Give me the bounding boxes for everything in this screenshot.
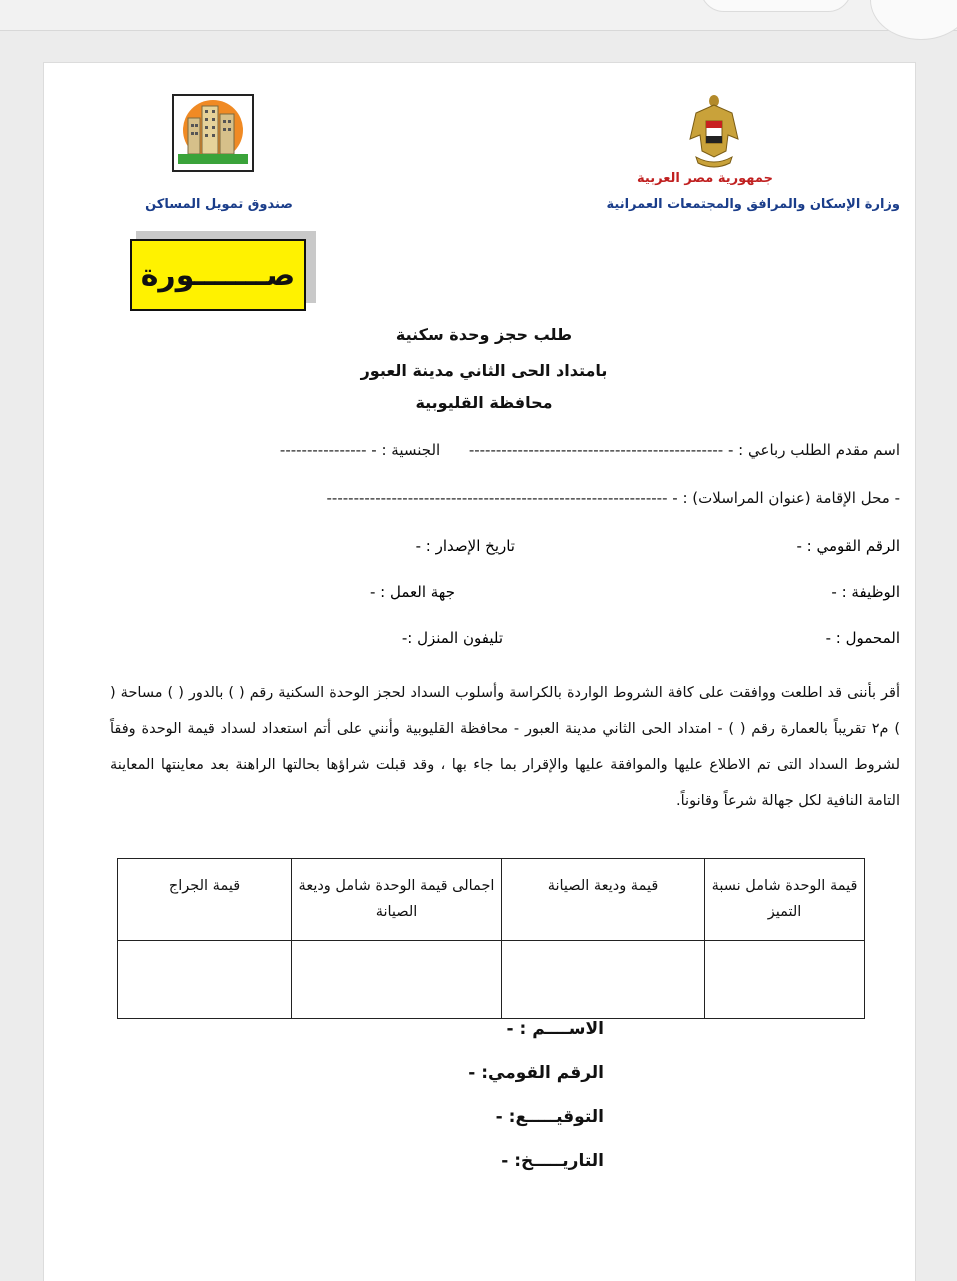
residence-label: - محل الإقامة (عنوان المراسلات) : - xyxy=(672,489,900,507)
copy-stamp: صـــــــورة xyxy=(130,239,306,311)
issue-date-label: تاريخ الإصدار : - xyxy=(415,537,515,555)
job-label: الوظيفة : - xyxy=(831,583,900,601)
applicant-name-row xyxy=(114,441,900,459)
table-row xyxy=(118,941,865,1019)
republic-heading: جمهورية مصر العربية xyxy=(637,171,773,186)
col-garage-value: قيمة الجراج xyxy=(118,859,292,941)
col-total-value: اجمالى قيمة الوحدة شامل وديعة الصيانة xyxy=(292,859,502,941)
table-header-row xyxy=(118,859,865,941)
top-tab-shape xyxy=(700,0,852,12)
housing-fund-logo xyxy=(172,94,254,172)
document-page xyxy=(43,62,916,1281)
cell-garage-value[interactable] xyxy=(118,941,292,1019)
residence-blank[interactable]: --------------------------------------------------------------- xyxy=(326,489,668,507)
col-maintenance-deposit: قيمة وديعة الصيانة xyxy=(502,859,705,941)
top-corner-shape xyxy=(870,0,957,40)
form-subtitle-governorate: محافظة القليوبية xyxy=(415,393,553,412)
mobile-label: المحمول : - xyxy=(825,629,900,647)
eagle-icon xyxy=(684,91,744,169)
home-phone-label: تليفون المنزل :- xyxy=(401,629,503,647)
app-top-bar xyxy=(0,0,957,31)
sign-signature-label: التوقيـــــع: - xyxy=(495,1107,604,1127)
form-title: طلب حجز وحدة سكنية xyxy=(395,325,573,344)
cell-total-value[interactable] xyxy=(292,941,502,1019)
sign-date-label: التاريـــــخ: - xyxy=(501,1151,604,1171)
nationality-blank[interactable]: ---------------- xyxy=(279,441,367,459)
applicant-name-label: اسم مقدم الطلب رباعي : - xyxy=(728,441,900,459)
building-logo-icon xyxy=(174,96,252,170)
residence-row xyxy=(114,489,900,507)
nationality-label: الجنسية : - xyxy=(371,441,441,459)
cell-maintenance-deposit[interactable] xyxy=(502,941,705,1019)
ministry-heading: وزارة الإسكان والمرافق والمجتمعات العمرانية xyxy=(606,197,900,212)
sign-name-label: الاســــم : - xyxy=(506,1019,604,1039)
declaration-paragraph: أقر بأننى قد اطلعت ووافقت على كافة الشروط الواردة بالكراسة وأسلوب السداد لحجز الوحدة السكنية رقم ( ) بالدور ( ) مساحة ( ) م٢ تقريباً بالعمارة رقم ( ) - امتداد الحى الثاني مدينة العبور - محافظة القليوبية وأنني على أتم استعداد لسداد قيمة الوحدة وفقاً لشروط السداد التى تم الاطلاع عليها والموافقة عليها والإقرار بما جاء بها ، وقد قبلت شراؤها بحالتها الراهنة بعد معاينتها المعاينة التامة النافية لكل جهالة شرعاً وقانوناً. xyxy=(110,685,900,809)
cell-unit-value[interactable] xyxy=(705,941,865,1019)
sign-national-id-label: الرقم القومي: - xyxy=(468,1063,604,1083)
employer-label: جهة العمل : - xyxy=(369,583,455,601)
form-subtitle-location: بامتداد الحى الثاني مدينة العبور xyxy=(360,361,608,380)
unit-value-table xyxy=(117,858,865,1019)
applicant-name-blank[interactable]: ----------------------------------------------- xyxy=(468,441,724,459)
col-unit-value: قيمة الوحدة شامل نسبة التميز xyxy=(705,859,865,941)
eagle-emblem xyxy=(684,91,744,169)
national-id-label: الرقم القومي : - xyxy=(796,537,900,555)
housing-fund-heading: صندوق تمويل المساكن xyxy=(145,197,293,212)
